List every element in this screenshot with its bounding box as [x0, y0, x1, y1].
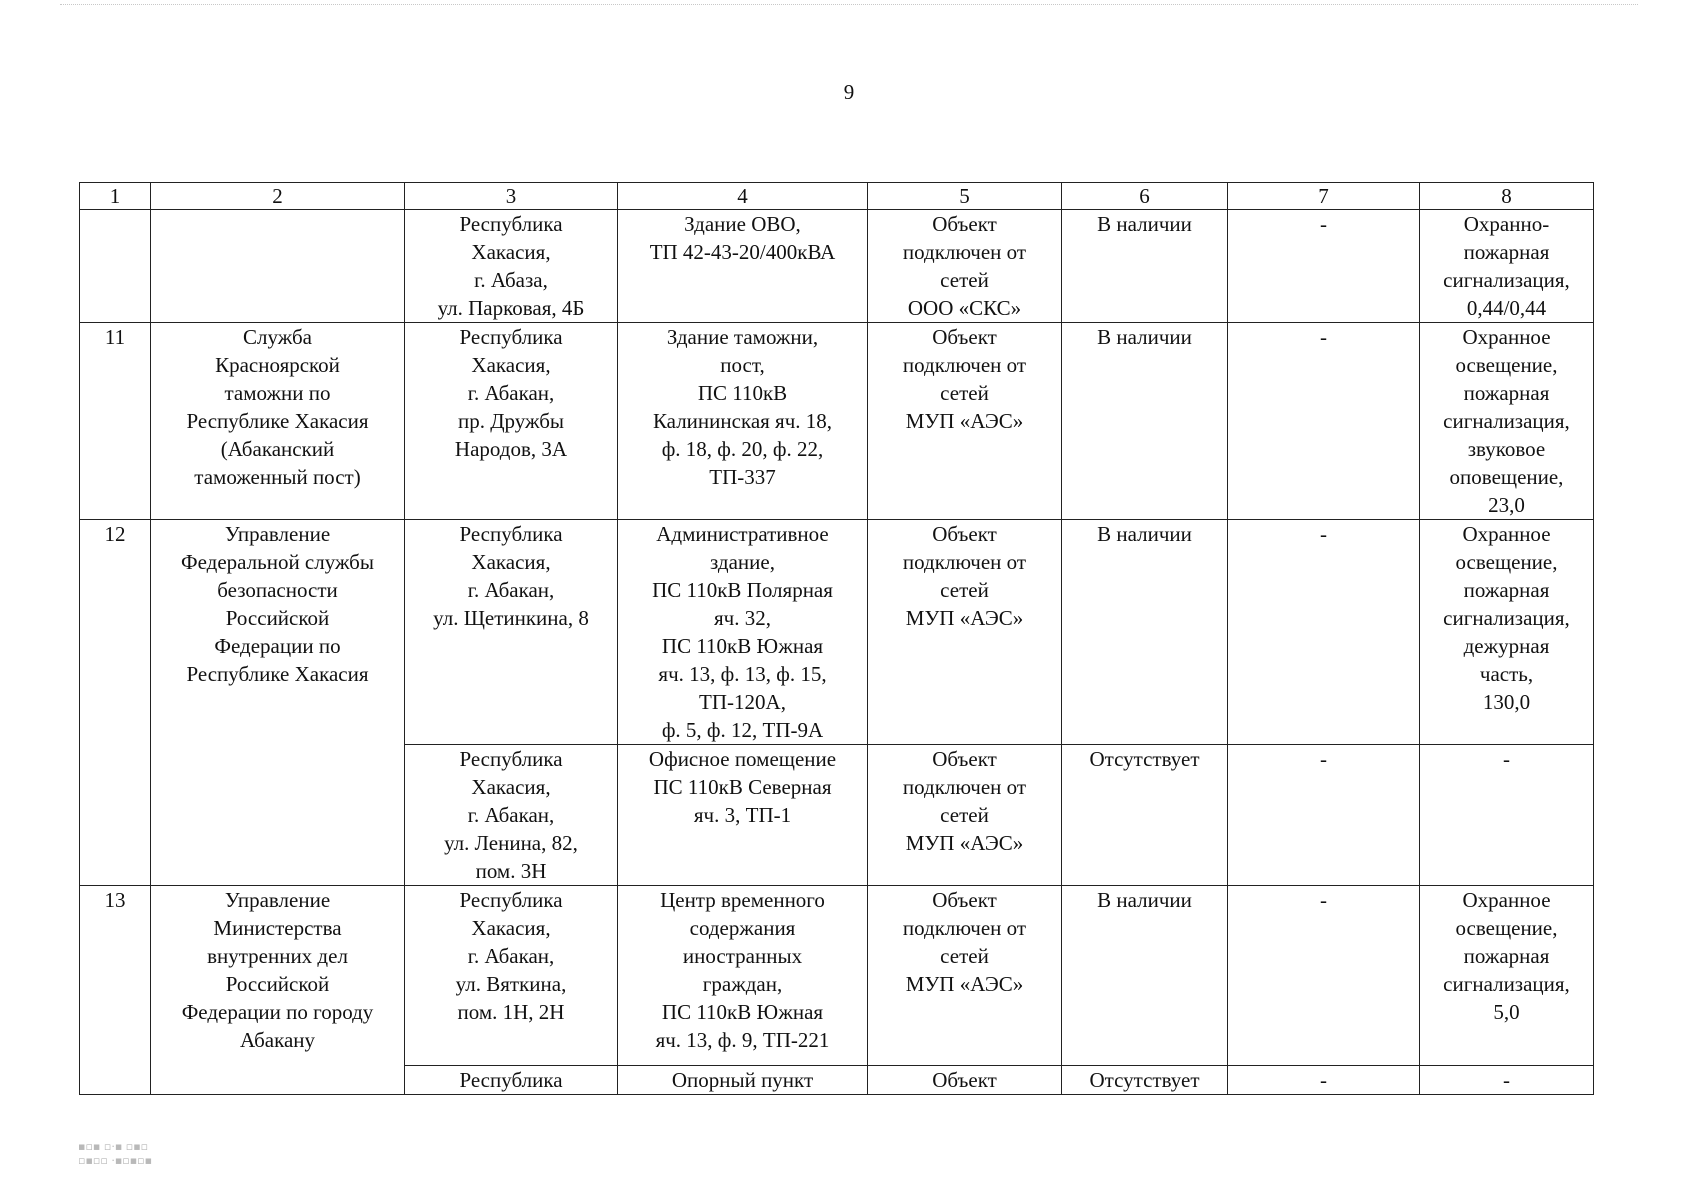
load-line: Охранно-: [1463, 212, 1550, 236]
column7-cell: -: [1228, 1066, 1420, 1095]
table-row: [80, 1066, 1594, 1095]
object-cell: [618, 745, 868, 886]
load-line: освещение,: [1455, 353, 1558, 377]
load-line: пожарная: [1463, 944, 1550, 968]
address-line: ул. Парковая, 4Б: [437, 296, 585, 320]
address-line: пр. Дружбы: [457, 409, 565, 433]
object-line: Калининская яч. 18,: [652, 409, 833, 433]
table-row: [80, 323, 1594, 520]
organization-cell: [151, 1066, 405, 1095]
address-line: ул. Щетинкина, 8: [433, 606, 589, 630]
availability-cell: В наличии: [1062, 210, 1228, 323]
organization-line: Российской: [225, 606, 330, 630]
object-line: Опорный пункт: [671, 1068, 814, 1092]
address-cell: [405, 520, 618, 745]
address-line: г. Абаза,: [474, 268, 548, 292]
address-line: Республика: [459, 1068, 563, 1092]
object-cell: [618, 520, 868, 745]
load-line: пожарная: [1463, 578, 1550, 602]
address-line: Республика: [459, 212, 563, 236]
object-line: Центр временного: [660, 888, 825, 912]
address-line: г. Абакан,: [467, 578, 555, 602]
connection-line: Объект: [932, 325, 997, 349]
organization-line: Федерации по: [214, 634, 341, 658]
connection-line: сетей: [940, 803, 989, 827]
address-line: Республика: [459, 325, 563, 349]
row-number-cell: [80, 210, 151, 323]
organization-line: Федерации по городу: [181, 1000, 374, 1024]
connection-line: сетей: [940, 381, 989, 405]
load-cell: [1420, 886, 1594, 1066]
organization-line: безопасности: [217, 578, 338, 602]
data-table: [79, 182, 1594, 1095]
connection-line: подключен от: [902, 550, 1027, 574]
column7-cell: -: [1228, 520, 1420, 745]
load-line: 130,0: [1482, 690, 1531, 714]
column-number-cell: 7: [1228, 183, 1420, 210]
load-cell: [1420, 745, 1594, 886]
address-line: Хакасия,: [471, 775, 551, 799]
object-line: граждан,: [702, 972, 783, 996]
load-line: часть,: [1479, 662, 1534, 686]
object-line: ТП 42-43-20/400кВА: [649, 240, 836, 264]
column-number-cell: 6: [1062, 183, 1228, 210]
connection-cell: [868, 323, 1062, 520]
connection-cell: [868, 1066, 1062, 1095]
row-number-cell: [80, 1066, 151, 1095]
connection-line: Объект: [932, 888, 997, 912]
object-line: здание,: [710, 550, 775, 574]
address-line: Республика: [459, 522, 563, 546]
column7-cell: -: [1228, 210, 1420, 323]
load-line: сигнализация,: [1443, 606, 1570, 630]
connection-line: Объект: [932, 1068, 997, 1092]
column-number-cell: 3: [405, 183, 618, 210]
table-row: [80, 886, 1594, 1066]
load-line: освещение,: [1455, 916, 1558, 940]
object-cell: [618, 210, 868, 323]
column7-cell: -: [1228, 745, 1420, 886]
address-cell: [405, 323, 618, 520]
organization-line: Управление: [224, 522, 331, 546]
row-number-cell: [80, 745, 151, 886]
organization-line: таможенный пост): [194, 465, 361, 489]
object-line: яч. 13, ф. 9, ТП-221: [655, 1028, 830, 1052]
object-line: ПС 110кВ Южная: [661, 634, 824, 658]
load-line: Охранное: [1462, 325, 1551, 349]
connection-line: сетей: [940, 578, 989, 602]
connection-line: сетей: [940, 268, 989, 292]
load-line: пожарная: [1463, 240, 1550, 264]
connection-cell: [868, 520, 1062, 745]
organization-cell: [151, 886, 405, 1066]
page-number: 9: [843, 80, 855, 104]
address-line: Народов, 3А: [454, 437, 568, 461]
connection-cell: [868, 886, 1062, 1066]
connection-line: Объект: [932, 522, 997, 546]
address-line: Хакасия,: [471, 240, 551, 264]
address-line: ул. Ленина, 82,: [444, 831, 578, 855]
table-body: [80, 183, 1594, 1095]
load-line: Охранное: [1462, 888, 1551, 912]
connection-line: МУП «АЭС»: [905, 409, 1024, 433]
object-line: яч. 13, ф. 13, ф. 15,: [658, 662, 827, 686]
object-line: содержания: [689, 916, 796, 940]
availability-cell: В наличии: [1062, 323, 1228, 520]
object-line: Офисное помещение: [648, 747, 837, 771]
table-row: [80, 520, 1594, 745]
address-line: Хакасия,: [471, 916, 551, 940]
organization-cell: [151, 520, 405, 745]
organization-line: Управление: [224, 888, 331, 912]
object-line: ТП-120А,: [699, 690, 786, 714]
load-line: сигнализация,: [1443, 972, 1570, 996]
object-cell: [618, 323, 868, 520]
address-line: г. Абакан,: [467, 381, 555, 405]
table-row: [80, 210, 1594, 323]
object-line: иностранных: [682, 944, 803, 968]
organization-line: Федеральной службы: [181, 550, 374, 574]
organization-line: Абакану: [239, 1028, 316, 1052]
connection-line: МУП «АЭС»: [905, 972, 1024, 996]
address-line: пом. 1Н, 2Н: [457, 1000, 565, 1024]
connection-cell: [868, 210, 1062, 323]
object-line: ПС 110кВ: [697, 381, 788, 405]
row-number-cell: 13: [80, 886, 151, 1066]
load-line: сигнализация,: [1443, 268, 1570, 292]
row-number-cell: 12: [80, 520, 151, 745]
table-row: [80, 745, 1594, 886]
load-line: 0,44/0,44: [1466, 296, 1547, 320]
object-line: ПС 110кВ Полярная: [652, 578, 833, 602]
load-cell: [1420, 210, 1594, 323]
object-cell: [618, 1066, 868, 1095]
connection-cell: [868, 745, 1062, 886]
load-line: освещение,: [1455, 550, 1558, 574]
organization-line: таможни по: [224, 381, 331, 405]
organization-line: Министерства: [213, 916, 342, 940]
object-line: ТП-337: [709, 465, 776, 489]
scan-stamp: ▪▫▪ ▫·▪ ▫▪▫ ▫▪▫▫ ·▪▫▪▫▪: [78, 1140, 153, 1167]
address-line: г. Абакан,: [467, 803, 555, 827]
load-line: пожарная: [1463, 381, 1550, 405]
object-line: яч. 32,: [714, 606, 771, 630]
column-number-cell: 5: [868, 183, 1062, 210]
organization-line: Красноярской: [215, 353, 340, 377]
connection-line: МУП «АЭС»: [905, 831, 1024, 855]
organization-cell: [151, 323, 405, 520]
address-line: пом. 3Н: [475, 859, 547, 883]
address-cell: [405, 886, 618, 1066]
address-line: г. Абакан,: [467, 944, 555, 968]
address-line: Республика: [459, 888, 563, 912]
header-row: [80, 183, 1594, 210]
connection-line: сетей: [940, 944, 989, 968]
load-cell: [1420, 520, 1594, 745]
load-cell: [1420, 1066, 1594, 1095]
address-line: ул. Вяткина,: [455, 972, 567, 996]
scan-edge-top: [60, 4, 1638, 5]
load-line: дежурная: [1463, 634, 1550, 658]
organization-line: Республике Хакасия: [186, 662, 369, 686]
object-line: ПС 110кВ Южная: [661, 1000, 824, 1024]
object-cell: [618, 886, 868, 1066]
availability-cell: Отсутствует: [1062, 745, 1228, 886]
load-line: 23,0: [1488, 493, 1525, 517]
column-number-cell: 2: [151, 183, 405, 210]
connection-line: ООО «СКС»: [907, 296, 1022, 320]
object-line: ф. 18, ф. 20, ф. 22,: [661, 437, 824, 461]
address-line: Хакасия,: [471, 353, 551, 377]
availability-cell: В наличии: [1062, 886, 1228, 1066]
address-line: Республика: [459, 747, 563, 771]
object-line: Здание ОВО,: [684, 212, 801, 236]
address-line: Хакасия,: [471, 550, 551, 574]
address-cell: [405, 210, 618, 323]
object-line: Здание таможни,: [666, 325, 819, 349]
load-line: -: [1503, 1068, 1510, 1092]
organization-line: (Абаканский: [220, 437, 335, 461]
connection-line: подключен от: [902, 240, 1027, 264]
organization-cell: [151, 745, 405, 886]
load-line: сигнализация,: [1443, 409, 1570, 433]
connection-line: МУП «АЭС»: [905, 606, 1024, 630]
organization-line: Республике Хакасия: [186, 409, 369, 433]
object-line: Административное: [656, 522, 829, 546]
column-number-cell: 8: [1420, 183, 1594, 210]
load-cell: [1420, 323, 1594, 520]
address-cell: [405, 1066, 618, 1095]
column7-cell: -: [1228, 886, 1420, 1066]
organization-line: Служба: [243, 325, 312, 349]
connection-line: Объект: [932, 212, 997, 236]
object-line: ПС 110кВ Северная: [653, 775, 832, 799]
column-number-cell: 4: [618, 183, 868, 210]
availability-cell: Отсутствует: [1062, 1066, 1228, 1095]
address-cell: [405, 745, 618, 886]
connection-line: подключен от: [902, 916, 1027, 940]
organization-line: внутренних дел: [207, 944, 348, 968]
organization-line: Российской: [225, 972, 330, 996]
row-number-cell: 11: [80, 323, 151, 520]
connection-line: подключен от: [902, 353, 1027, 377]
object-line: яч. 3, ТП-1: [693, 803, 792, 827]
availability-cell: В наличии: [1062, 520, 1228, 745]
object-line: пост,: [720, 353, 765, 377]
connection-line: Объект: [932, 747, 997, 771]
organization-cell: [151, 210, 405, 323]
connection-line: подключен от: [902, 775, 1027, 799]
load-line: Охранное: [1462, 522, 1551, 546]
column-number-cell: 1: [80, 183, 151, 210]
load-line: 5,0: [1493, 1000, 1520, 1024]
column7-cell: -: [1228, 323, 1420, 520]
load-line: оповещение,: [1449, 465, 1564, 489]
load-line: звуковое: [1467, 437, 1546, 461]
load-line: -: [1503, 747, 1510, 771]
object-line: ф. 5, ф. 12, ТП-9А: [661, 718, 824, 742]
